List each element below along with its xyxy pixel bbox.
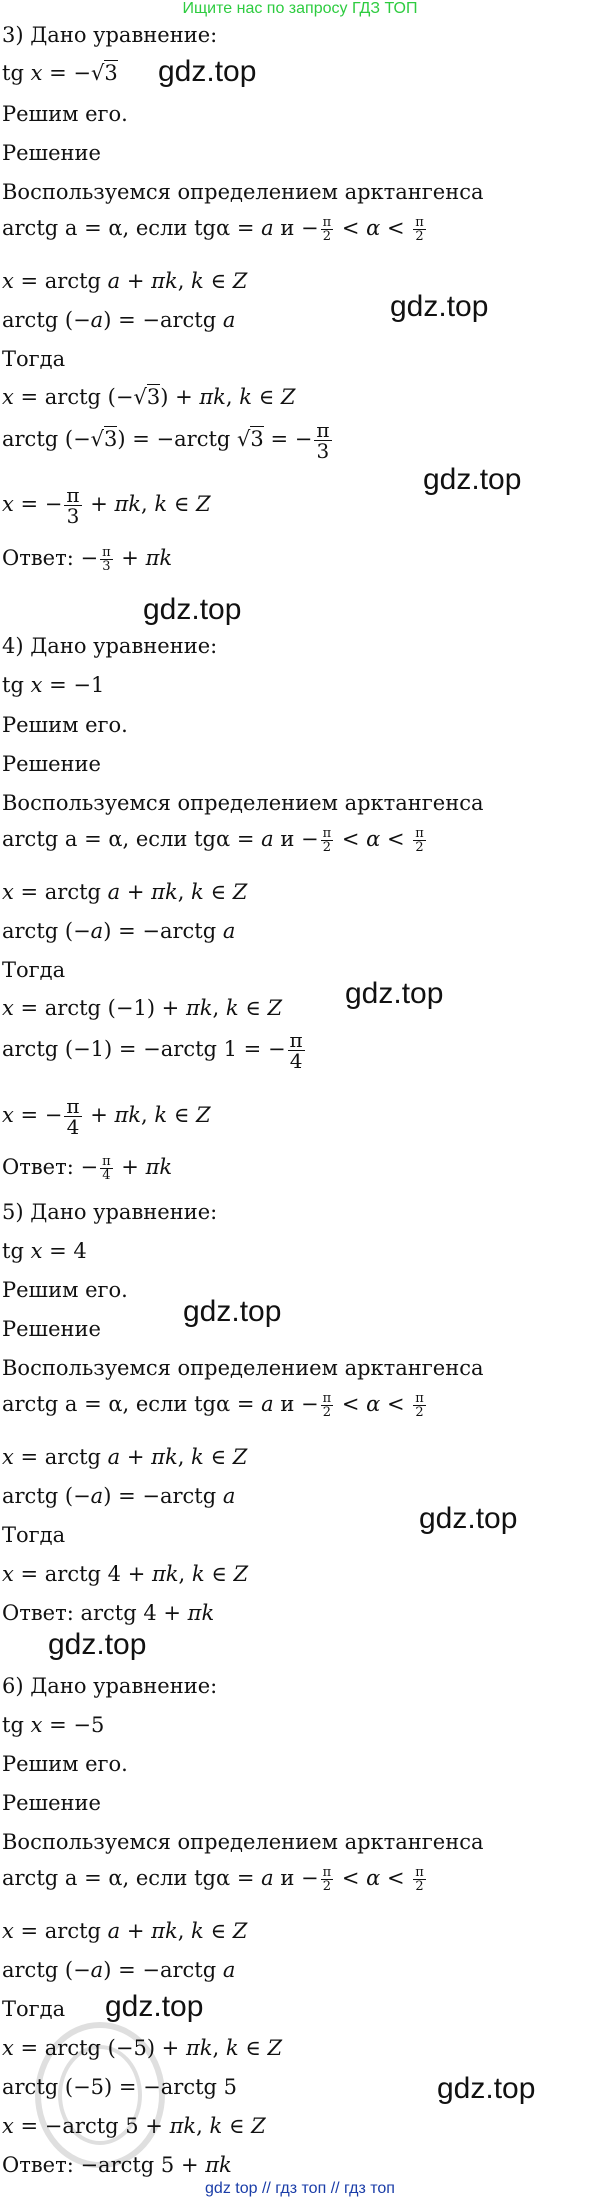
use-definition-4: Воспользуемся определением арктангенса (2, 791, 484, 815)
general-solution-6: x = arctg a + πk, k ∈ Z (2, 1919, 248, 1943)
result-5: x = arctg 4 + πk, k ∈ Z (2, 1562, 249, 1586)
watermark: gdz.top (345, 977, 444, 1010)
general-solution-4: x = arctg a + πk, k ∈ Z (2, 880, 248, 904)
arctg-definition-3: arctg a = α, если tgα = a и − $\frac{\pi}{2}$ < α < $\frac{\pi}{2}$ (2, 215, 424, 244)
problem-6-header: 6) Дано уравнение: (2, 1674, 218, 1698)
equation-6: tg x = −5 (2, 1713, 105, 1737)
watermark: gdz.top (143, 593, 242, 626)
then-5: Тогда (2, 1523, 66, 1547)
then-6: Тогда (2, 1997, 66, 2021)
value-4: arctg (−1) = −arctg 1 = − $\frac{\pi}{4}$ (2, 1028, 303, 1073)
watermark: gdz.top (423, 463, 522, 496)
substitution-3: x = arctg (−√3) + πk, k ∈ Z (2, 385, 296, 409)
result-6: x = −arctg 5 + πk, k ∈ Z (2, 2114, 266, 2138)
problem-4-header: 4) Дано уравнение: (2, 634, 218, 658)
footer-links[interactable]: gdz top // гдз топ // гдз топ (205, 2180, 395, 2197)
watermark: gdz.top (437, 2072, 536, 2105)
watermark: gdz.top (158, 55, 257, 88)
general-solution-5: x = arctg a + πk, k ∈ Z (2, 1445, 248, 1469)
solve-3: Решим его. (2, 102, 128, 126)
stamp-icon (30, 2020, 170, 2170)
value-6: arctg (−5) = −arctg 5 (2, 2075, 237, 2099)
value-3: arctg (−√3) = −arctg √3 = − $\frac{\pi}{3}$ (2, 418, 330, 463)
result-4: x = − $\frac{\pi}{4}$ + πk, k ∈ Z (2, 1094, 211, 1139)
watermark: gdz.top (390, 290, 489, 323)
watermark: gdz.top (419, 1502, 518, 1535)
problem-5-header: 5) Дано уравнение: (2, 1200, 218, 1224)
odd-property-4: arctg (−a) = −arctg a (2, 919, 236, 943)
answer-4: Ответ: − $\frac{\pi}{4}$ + πk (2, 1154, 173, 1183)
search-banner[interactable]: Ищите нас по запросу ГДЗ ТОП (182, 0, 418, 17)
substitution-6: x = arctg (−5) + πk, k ∈ Z (2, 2036, 283, 2060)
result-3: x = − $\frac{\pi}{3}$ + πk, k ∈ Z (2, 483, 211, 528)
arctg-definition-5: arctg a = α, если tgα = a и − $\frac{\pi}{2}$ < α < $\frac{\pi}{2}$ (2, 1391, 424, 1420)
arctg-definition-6: arctg a = α, если tgα = a и − $\frac{\pi}{2}$ < α < $\frac{\pi}{2}$ (2, 1865, 424, 1894)
solve-5: Решим его. (2, 1278, 128, 1302)
arctg-definition-4: arctg a = α, если tgα = a и − $\frac{\pi}{2}$ < α < $\frac{\pi}{2}$ (2, 826, 424, 855)
problem-3-header: 3) Дано уравнение: (2, 23, 218, 47)
odd-property-5: arctg (−a) = −arctg a (2, 1484, 236, 1508)
then-4: Тогда (2, 958, 66, 982)
solution-label-4: Решение (2, 752, 101, 776)
solve-4: Решим его. (2, 713, 128, 737)
use-definition-6: Воспользуемся определением арктангенса (2, 1830, 484, 1854)
substitution-4: x = arctg (−1) + πk, k ∈ Z (2, 996, 283, 1020)
watermark: gdz.top (183, 1295, 282, 1328)
answer-5: Ответ: arctg 4 + πk (2, 1601, 215, 1625)
general-solution-3: x = arctg a + πk, k ∈ Z (2, 269, 248, 293)
watermark: gdz.top (48, 1628, 147, 1661)
equation-4: tg x = −1 (2, 673, 105, 697)
odd-property-6: arctg (−a) = −arctg a (2, 1958, 236, 1982)
equation-3: tg x = −√3 (2, 61, 118, 85)
then-3: Тогда (2, 347, 66, 371)
answer-6: Ответ: −arctg 5 + πk (2, 2153, 232, 2177)
solution-label-3: Решение (2, 141, 101, 165)
answer-3: Ответ: − $\frac{\pi}{3}$ + πk (2, 545, 173, 574)
use-definition-5: Воспользуемся определением арктангенса (2, 1356, 484, 1380)
use-definition-3: Воспользуемся определением арктангенса (2, 180, 484, 204)
odd-property-3: arctg (−a) = −arctg a (2, 308, 236, 332)
solve-6: Решим его. (2, 1752, 128, 1776)
equation-5: tg x = 4 (2, 1239, 87, 1263)
solution-label-6: Решение (2, 1791, 101, 1815)
watermark: gdz.top (105, 1990, 204, 2023)
solution-label-5: Решение (2, 1317, 101, 1341)
